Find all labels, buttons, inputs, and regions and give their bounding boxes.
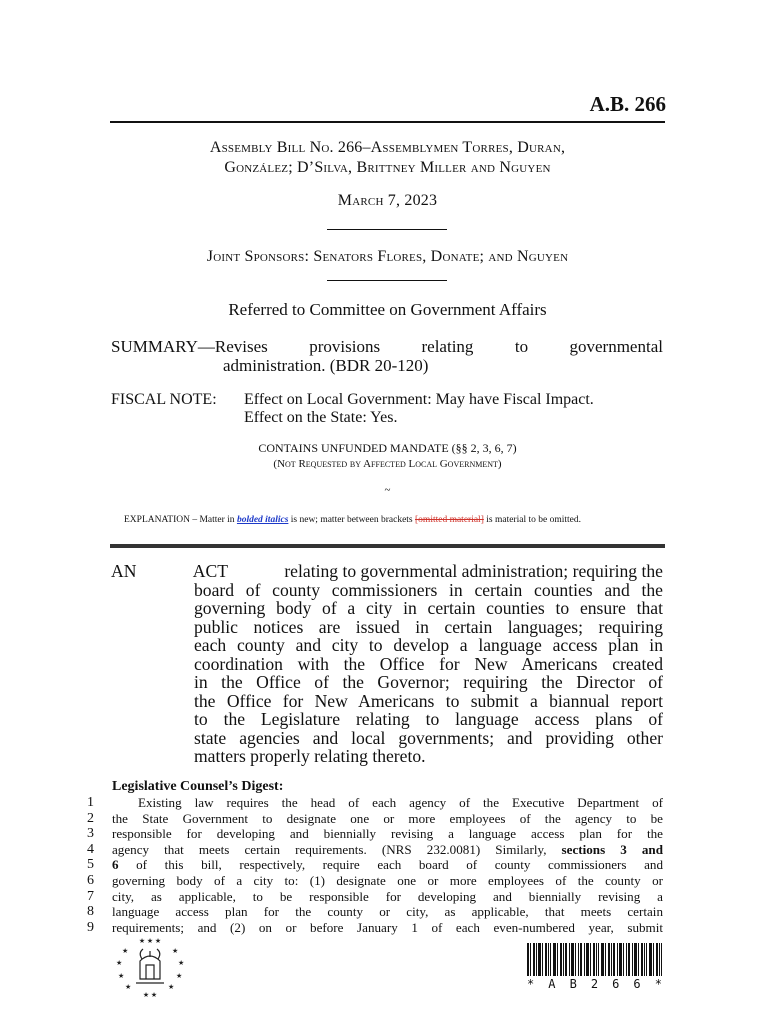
summary-word: SUMMARY—Revises	[111, 337, 268, 356]
explanation-prefix: EXPLANATION – Matter in	[124, 515, 237, 525]
svg-text:★: ★	[176, 972, 183, 980]
explanation-bold-italics: bolded italics	[236, 515, 289, 525]
header-rule	[110, 121, 665, 123]
bill-title-line-1: Assembly Bill No. 266–Assemblymen Torres, Duran,	[209, 139, 566, 156]
summary-word: governmental	[569, 337, 663, 356]
mandate-line-2: (Not Requested by Affected Local Government)	[273, 458, 502, 470]
bill-date: March 7, 2023	[337, 192, 438, 209]
explanation-middle: is new; matter between brackets	[288, 515, 416, 525]
section-reference: sections 3 and	[561, 841, 663, 857]
act-line: each county and city to develop a language access plan in	[194, 635, 663, 655]
summary-word: provisions	[309, 337, 381, 356]
digest-title: Legislative Counsel’s Digest:	[112, 779, 284, 794]
act-title	[111, 562, 663, 766]
act-line: board of county commissioners in certain counties and the	[194, 579, 663, 600]
svg-text:★: ★	[125, 983, 132, 991]
act-line: to the Legislature relating to language access plans of	[194, 709, 663, 729]
act-line: state agencies and local governments; and providing other	[194, 727, 663, 748]
line-number: 7	[87, 888, 94, 904]
unfunded-mandate	[110, 440, 665, 472]
tilde-separator: ~	[384, 484, 391, 496]
act-word: relating to governmental administration; requiring the	[284, 561, 663, 581]
digest-text: agency that meets certain requirements. (NRS 232.0081) Similarly,	[112, 841, 562, 857]
digest-line: language access plan for the county or city, as applicable, that meets certain	[112, 904, 663, 920]
digest-line: city, as applicable, to be responsible for developing and biennially revising a	[112, 888, 663, 904]
line-number: 1	[87, 795, 94, 810]
act-line: public notices are issued in certain languages; requiring	[194, 616, 663, 637]
barcode-char: *	[654, 977, 662, 991]
line-number: 2	[87, 810, 94, 826]
line-number: 3	[87, 826, 94, 842]
barcode-text	[527, 977, 662, 991]
barcode-char: 6	[633, 977, 641, 991]
svg-text:★ ★: ★ ★	[142, 991, 158, 999]
barcode-char: *	[527, 977, 535, 991]
svg-text:★: ★	[118, 972, 125, 980]
bill-summary	[111, 337, 663, 375]
bill-title-line-2: González; D’Silva, Brittney Miller and Nguyen	[224, 159, 551, 176]
svg-text:★: ★	[168, 983, 175, 991]
svg-text:★: ★	[122, 947, 129, 955]
fiscal-note-label: FISCAL NOTE:	[111, 391, 217, 408]
line-number: 4	[87, 841, 94, 857]
fiscal-note	[111, 391, 594, 427]
svg-text:★ ★ ★: ★ ★ ★	[138, 937, 162, 945]
digest-line: governing body of a city to: (1) designate one or more employees of the county or	[112, 872, 663, 888]
act-word: ACT	[192, 561, 228, 581]
bill-title	[110, 138, 665, 178]
act-line: governing body of a city in certain counties to ensure that	[194, 598, 663, 618]
section-reference: 6	[112, 857, 119, 873]
svg-text:★: ★	[116, 959, 123, 967]
act-line: coordination with the Office for New Americans created	[194, 653, 663, 674]
explanation-omitted: [omitted material]	[415, 515, 484, 525]
separator-dash-2	[327, 280, 447, 281]
act-line: matters properly relating thereto.	[194, 746, 426, 766]
digest-body	[112, 795, 663, 935]
svg-text:★: ★	[172, 947, 179, 955]
summary-word: relating	[421, 337, 474, 356]
summary-word: to	[514, 337, 529, 356]
separator-dash-1	[327, 229, 447, 230]
barcode-char: B	[569, 977, 577, 991]
act-word: AN	[111, 561, 137, 581]
line-numbers	[80, 795, 94, 935]
act-line: the Office for New Americans to submit a biannual report	[194, 690, 663, 711]
digest-line	[112, 857, 663, 873]
barcode-char: 2	[590, 977, 599, 991]
digest-text: of this bill, respectively, require each board of county commissioners and	[118, 857, 663, 873]
summary-line-1	[111, 337, 663, 356]
bill-number: A.B. 266	[589, 92, 666, 116]
joint-sponsors: Joint Sponsors: Senators Flores, Donate; and Nguyen	[206, 248, 569, 265]
mandate-line-1: CONTAINS UNFUNDED MANDATE (§§ 2, 3, 6, 7)	[258, 441, 517, 455]
barcode-char: A	[548, 977, 556, 991]
act-body	[111, 581, 663, 766]
svg-text:★: ★	[178, 959, 185, 967]
digest-line: Existing law requires the head of each agency of the Executive Department of	[138, 795, 663, 810]
section-rule	[110, 544, 665, 548]
fiscal-note-state: Effect on the State: Yes.	[244, 409, 398, 426]
act-line: in the Office of the Governor; requiring the Director of	[194, 672, 663, 692]
barcode-icon	[527, 943, 662, 976]
digest-line: requirements; and (2) on or before January 1 of each even-numbered year, submit	[112, 919, 663, 935]
digest-line: responsible for developing and biennially revising a language access plan for the	[112, 826, 663, 842]
line-number: 5	[87, 857, 94, 873]
referred-to-committee: Referred to Committee on Government Affairs	[228, 300, 547, 319]
nevada-seal-icon	[110, 935, 190, 999]
explanation-suffix: is material to be omitted.	[483, 515, 581, 525]
summary-line-2: administration. (BDR 20-120)	[223, 356, 429, 375]
digest-line	[112, 842, 663, 858]
line-number: 9	[87, 919, 94, 935]
explanation-note	[124, 515, 581, 525]
fiscal-note-local: Effect on Local Government: May have Fiscal Impact.	[244, 391, 594, 408]
line-number: 8	[87, 904, 94, 920]
barcode-char: 6	[612, 977, 620, 991]
digest-line: the State Government to designate one or more employees of the agency to be	[112, 810, 663, 826]
line-number: 6	[87, 872, 94, 888]
act-line-1	[111, 562, 663, 581]
